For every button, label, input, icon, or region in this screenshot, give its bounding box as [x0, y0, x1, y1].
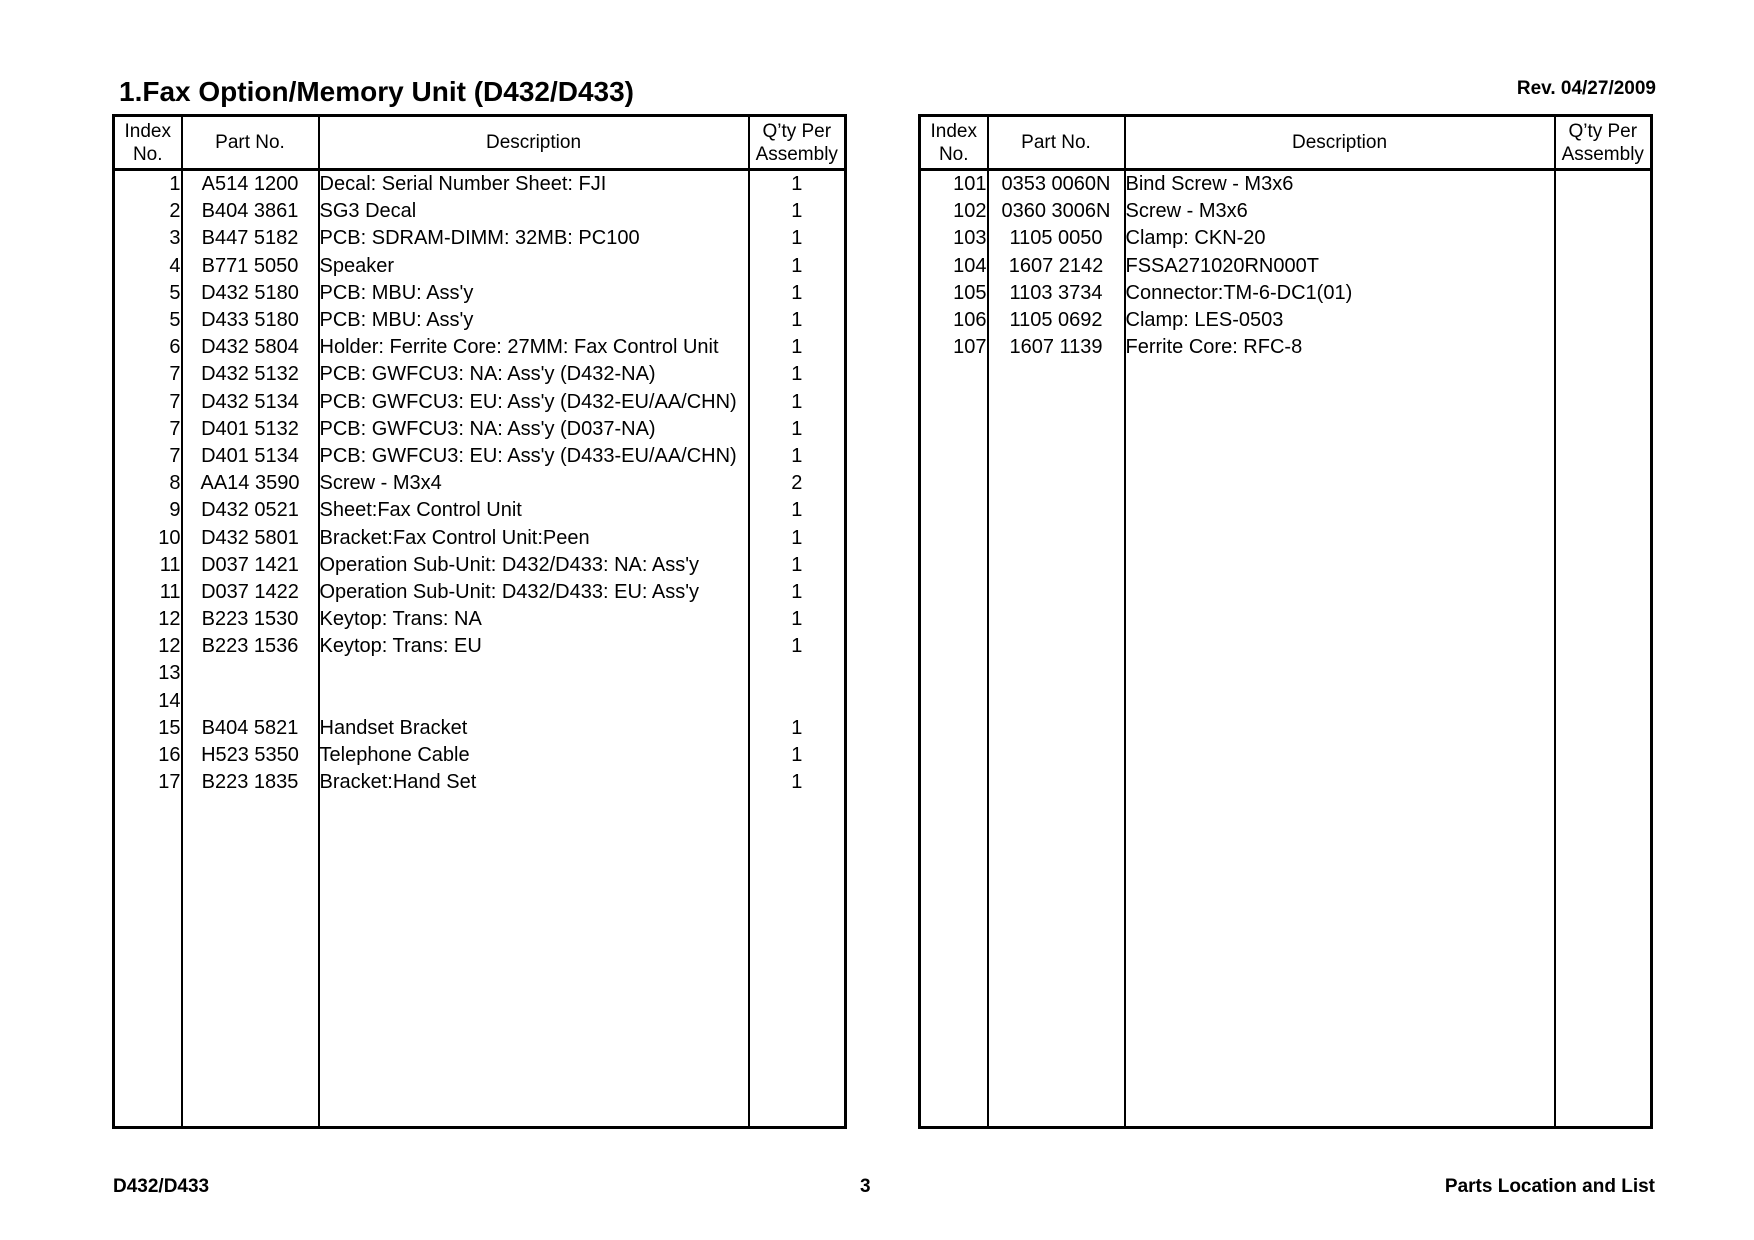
part-no-cell: H523 5350: [182, 742, 319, 769]
part-no-cell: D432 5132: [182, 361, 319, 388]
revision-date: Rev. 04/27/2009: [1516, 78, 1656, 99]
qty-cell: [1555, 170, 1652, 199]
index-cell: 7: [169, 390, 181, 413]
table-row: [920, 307, 1652, 334]
empty-cell: [114, 796, 182, 1127]
table-row: [920, 334, 1652, 361]
part-no-cell: D432 0521: [182, 497, 319, 524]
index-cell: 7: [169, 363, 181, 386]
footer-section: Parts Location and List: [1444, 1176, 1655, 1197]
table-row: [114, 443, 846, 470]
index-cell: 6: [169, 336, 181, 359]
index-cell: 12: [158, 635, 181, 658]
index-cell: 1: [169, 173, 181, 196]
index-cell: 10: [158, 526, 181, 549]
index-cell: 13: [158, 662, 181, 685]
table-filler-row: [920, 361, 1652, 1127]
parts-table-left: [112, 114, 847, 1129]
table-row: [114, 769, 846, 796]
index-cell: 5: [169, 309, 181, 332]
description-cell: Operation Sub-Unit: D432/D433: NA: Ass'y: [319, 552, 749, 579]
footer-model: D432/D433: [113, 1176, 210, 1197]
description-cell: PCB: GWFCU3: EU: Ass'y (D432-EU/AA/CHN): [319, 389, 749, 416]
header-description: Description: [1125, 116, 1555, 170]
qty-cell: [1555, 307, 1652, 334]
part-no-cell: B223 1536: [182, 633, 319, 660]
description-cell: FSSA271020RN000T: [1125, 253, 1555, 280]
index-cell: 14: [158, 689, 181, 712]
index-cell: 105: [953, 281, 987, 304]
part-no-cell: 1105 0050: [988, 225, 1125, 252]
qty-cell: [1555, 225, 1652, 252]
header-part-no: Part No.: [182, 116, 319, 170]
index-cell: 11: [159, 553, 181, 576]
index-cell: 5: [169, 281, 181, 304]
table-header-row: [920, 116, 1652, 170]
parts-table-right-body: [920, 170, 1652, 1128]
qty-cell: 1: [749, 361, 846, 388]
qty-cell: [1555, 334, 1652, 361]
qty-cell: [749, 688, 846, 715]
parts-table-right: [918, 114, 1653, 1129]
table-row: [114, 715, 846, 742]
qty-cell: 1: [749, 742, 846, 769]
header-description: Description: [319, 116, 749, 170]
qty-cell: 1: [749, 253, 846, 280]
table-row: [114, 552, 846, 579]
table-row: [114, 280, 846, 307]
index-cell: 2: [169, 200, 181, 223]
index-cell: 103: [953, 227, 987, 250]
description-cell: Clamp: CKN-20: [1125, 225, 1555, 252]
table-row: [114, 524, 846, 551]
qty-cell: 1: [749, 416, 846, 443]
table-header-row: [114, 116, 846, 170]
qty-cell: [1555, 280, 1652, 307]
header-index: Index No.: [114, 116, 182, 170]
description-cell: Sheet:Fax Control Unit: [319, 497, 749, 524]
description-cell: Bind Screw - M3x6: [1125, 170, 1555, 199]
qty-cell: 1: [749, 715, 846, 742]
index-cell: 7: [169, 444, 181, 467]
empty-cell: [749, 796, 846, 1127]
table-row: [920, 253, 1652, 280]
table-row: [114, 225, 846, 252]
description-cell: Ferrite Core: RFC-8: [1125, 334, 1555, 361]
empty-cell: [1125, 361, 1555, 1127]
qty-cell: 1: [749, 307, 846, 334]
description-cell: PCB: MBU: Ass'y: [319, 280, 749, 307]
table-row: [920, 225, 1652, 252]
qty-cell: 1: [749, 170, 846, 199]
description-cell: [319, 660, 749, 687]
description-cell: PCB: GWFCU3: NA: Ass'y (D037-NA): [319, 416, 749, 443]
table-row: [920, 170, 1652, 199]
header-qty: Q’ty Per Assembly: [1555, 116, 1652, 170]
description-cell: Bracket:Hand Set: [319, 769, 749, 796]
description-cell: SG3 Decal: [319, 198, 749, 225]
part-no-cell: B223 1835: [182, 769, 319, 796]
qty-cell: 1: [749, 225, 846, 252]
description-cell: PCB: MBU: Ass'y: [319, 307, 749, 334]
qty-cell: 1: [749, 280, 846, 307]
header-index: Index No.: [920, 116, 988, 170]
description-cell: Decal: Serial Number Sheet: FJI: [319, 170, 749, 199]
index-cell: 4: [169, 254, 181, 277]
description-cell: Screw - M3x6: [1125, 198, 1555, 225]
table-row: [114, 742, 846, 769]
index-cell: 3: [169, 227, 181, 250]
description-cell: PCB: SDRAM-DIMM: 32MB: PC100: [319, 225, 749, 252]
index-cell: 9: [169, 499, 181, 522]
index-cell: 7: [169, 417, 181, 440]
part-no-cell: B771 5050: [182, 253, 319, 280]
qty-cell: [749, 660, 846, 687]
empty-cell: [988, 361, 1125, 1127]
qty-cell: 1: [749, 497, 846, 524]
part-no-cell: B404 3861: [182, 198, 319, 225]
description-cell: Bracket:Fax Control Unit:Peen: [319, 524, 749, 551]
qty-cell: 1: [749, 633, 846, 660]
table-row: [114, 497, 846, 524]
index-cell: 8: [169, 472, 181, 495]
index-cell: 12: [158, 608, 181, 631]
empty-cell: [1555, 361, 1652, 1127]
table-row: [920, 280, 1652, 307]
part-no-cell: A514 1200: [182, 170, 319, 199]
part-no-cell: D432 5134: [182, 389, 319, 416]
table-row: [114, 470, 846, 497]
part-no-cell: D037 1421: [182, 552, 319, 579]
description-cell: Keytop: Trans: EU: [319, 633, 749, 660]
description-cell: Holder: Ferrite Core: 27MM: Fax Control Unit: [319, 334, 749, 361]
table-row: [114, 170, 846, 199]
index-cell: 106: [953, 309, 987, 332]
qty-cell: 1: [749, 524, 846, 551]
qty-cell: 1: [749, 579, 846, 606]
part-no-cell: D432 5801: [182, 524, 319, 551]
part-no-cell: B404 5821: [182, 715, 319, 742]
qty-cell: 1: [749, 334, 846, 361]
part-no-cell: D433 5180: [182, 307, 319, 334]
index-cell: 107: [953, 336, 987, 359]
part-no-cell: 1105 0692: [988, 307, 1125, 334]
index-cell: 17: [158, 771, 181, 794]
parts-table-left-body: [114, 170, 846, 1128]
qty-cell: 1: [749, 389, 846, 416]
empty-cell: [920, 361, 988, 1127]
part-no-cell: AA14 3590: [182, 470, 319, 497]
table-row: [114, 198, 846, 225]
part-no-cell: 1607 2142: [988, 253, 1125, 280]
index-cell: 16: [158, 744, 181, 767]
part-no-cell: D401 5134: [182, 443, 319, 470]
table-row: [114, 416, 846, 443]
table-row: [114, 307, 846, 334]
part-no-cell: 0353 0060N: [988, 170, 1125, 199]
qty-cell: 1: [749, 198, 846, 225]
part-no-cell: D401 5132: [182, 416, 319, 443]
table-row: [114, 389, 846, 416]
part-no-cell: 1103 3734: [988, 280, 1125, 307]
index-cell: 15: [158, 716, 181, 739]
footer-page-number: 3: [860, 1176, 871, 1197]
description-cell: Speaker: [319, 253, 749, 280]
table-row: [114, 688, 846, 715]
table-filler-row: [114, 796, 846, 1127]
index-cell: 11: [159, 580, 181, 603]
part-no-cell: B447 5182: [182, 225, 319, 252]
part-no-cell: [182, 660, 319, 687]
part-no-cell: D432 5180: [182, 280, 319, 307]
header-qty: Q’ty Per Assembly: [749, 116, 846, 170]
index-cell: 102: [953, 200, 987, 223]
description-cell: Clamp: LES-0503: [1125, 307, 1555, 334]
description-cell: Connector:TM-6-DC1(01): [1125, 280, 1555, 307]
description-cell: Handset Bracket: [319, 715, 749, 742]
description-cell: PCB: GWFCU3: EU: Ass'y (D433-EU/AA/CHN): [319, 443, 749, 470]
part-no-cell: 1607 1139: [988, 334, 1125, 361]
description-cell: [319, 688, 749, 715]
description-cell: PCB: GWFCU3: NA: Ass'y (D432-NA): [319, 361, 749, 388]
part-no-cell: B223 1530: [182, 606, 319, 633]
table-row: [114, 579, 846, 606]
table-row: [114, 633, 846, 660]
index-cell: 101: [953, 173, 987, 196]
index-cell: 104: [953, 254, 987, 277]
qty-cell: 1: [749, 443, 846, 470]
description-cell: Screw - M3x4: [319, 470, 749, 497]
qty-cell: 1: [749, 552, 846, 579]
table-row: [114, 361, 846, 388]
page-title: 1.Fax Option/Memory Unit (D432/D433): [119, 76, 635, 107]
table-row: [920, 198, 1652, 225]
empty-cell: [319, 796, 749, 1127]
empty-cell: [182, 796, 319, 1127]
table-row: [114, 606, 846, 633]
part-no-cell: [182, 688, 319, 715]
table-row: [114, 660, 846, 687]
qty-cell: [1555, 198, 1652, 225]
table-row: [114, 253, 846, 280]
table-row: [114, 334, 846, 361]
part-no-cell: D432 5804: [182, 334, 319, 361]
description-cell: Telephone Cable: [319, 742, 749, 769]
qty-cell: 1: [749, 606, 846, 633]
header-part-no: Part No.: [988, 116, 1125, 170]
description-cell: Keytop: Trans: NA: [319, 606, 749, 633]
qty-cell: [1555, 253, 1652, 280]
part-no-cell: 0360 3006N: [988, 198, 1125, 225]
description-cell: Operation Sub-Unit: D432/D433: EU: Ass'y: [319, 579, 749, 606]
qty-cell: 2: [749, 470, 846, 497]
qty-cell: 1: [749, 769, 846, 796]
part-no-cell: D037 1422: [182, 579, 319, 606]
